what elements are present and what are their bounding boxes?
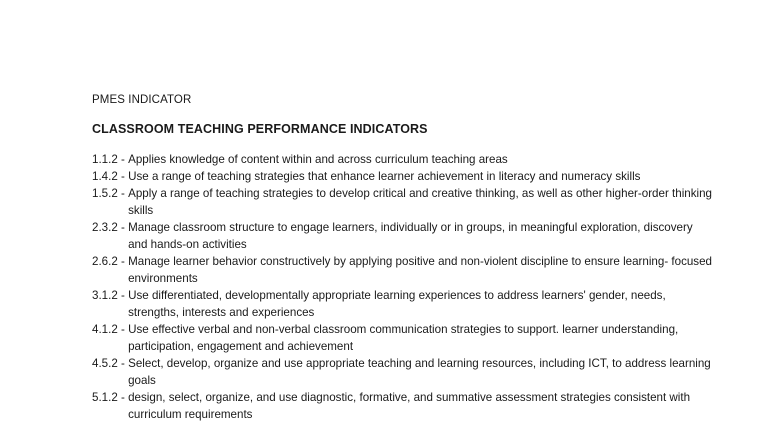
indicator-text: Use a range of teaching strategies that enhance learner achievement in literacy and numeracy skills (128, 170, 641, 183)
indicator-text: Manage classroom structure to engage learners, individually or in groups, in meaningful exploration, discovery and hands-on activities (128, 221, 693, 251)
indicator-text: Select, develop, organize and use appropriate teaching and learning resources, including ICT, to address learning goals (128, 357, 711, 387)
document-title: CLASSROOM TEACHING PERFORMANCE INDICATORS (92, 122, 428, 136)
indicator-item: 4.1.2 - Use effective verbal and non-verbal classroom communication strategies to support. learner understanding, participation, engagement and achievement (92, 321, 712, 355)
indicator-item: 1.5.2 - Apply a range of teaching strategies to develop critical and creative thinking, as well as other higher-order thinking skills (92, 187, 712, 217)
indicator-text: Use effective verbal and non-verbal classroom communication strategies to support. learner understanding, participation, engagement and achievement (128, 323, 679, 353)
indicator-item: 4.5.2 - Select, develop, organize and use appropriate teaching and learning resources, including ICT, to address learning goals (92, 357, 711, 387)
indicator-text: Use differentiated, developmentally appropriate learning experiences to address learners' gender, needs, strengths, interests and experiences (128, 289, 666, 319)
indicator-list (92, 151, 712, 423)
indicator-code: 1.4.2 (92, 170, 118, 183)
indicator-item: 2.3.2 - Manage classroom structure to engage learners, individually or in groups, in meaningful exploration, discovery and hands-on activities (92, 219, 712, 253)
indicator-code: 3.1.2 (92, 289, 118, 302)
indicator-code: 2.3.2 (92, 221, 118, 234)
pmes-indicator-label: PMES INDICATOR (92, 94, 192, 106)
indicator-item: 1.1.2 - Applies knowledge of content within and across curriculum teaching areas (92, 151, 712, 168)
indicator-text: Apply a range of teaching strategies to develop critical and creative thinking, as well as other higher-order thinking skills (128, 187, 712, 217)
indicator-item: 5.1.2 - design, select, organize, and use diagnostic, formative, and summative assessment strategies consistent with curriculum requirements (92, 389, 712, 423)
indicator-text: design, select, organize, and use diagnostic, formative, and summative assessment strategies consistent with curriculum requirements (128, 391, 691, 421)
indicator-text: Manage learner behavior constructively by applying positive and non-violent discipline to ensure learning- focused environments (128, 255, 713, 285)
indicator-code: 4.5.2 (92, 357, 118, 370)
indicator-text: Applies knowledge of content within and across curriculum teaching areas (128, 153, 508, 166)
indicator-code: 1.5.2 (92, 187, 118, 200)
indicator-code: 2.6.2 (92, 255, 118, 268)
indicator-item: 2.6.2 - Manage learner behavior constructively by applying positive and non-violent discipline to ensure learning- focused environments (92, 255, 713, 285)
indicator-item: 1.4.2 - Use a range of teaching strategies that enhance learner achievement in literacy and numeracy skills (92, 168, 712, 185)
indicator-code: 4.1.2 (92, 323, 118, 336)
indicator-item: 3.1.2 - Use differentiated, developmentally appropriate learning experiences to address learners' gender, needs, strengths, interests and experiences (92, 287, 712, 321)
indicator-code: 5.1.2 (92, 391, 118, 404)
indicator-code: 1.1.2 (92, 153, 118, 166)
